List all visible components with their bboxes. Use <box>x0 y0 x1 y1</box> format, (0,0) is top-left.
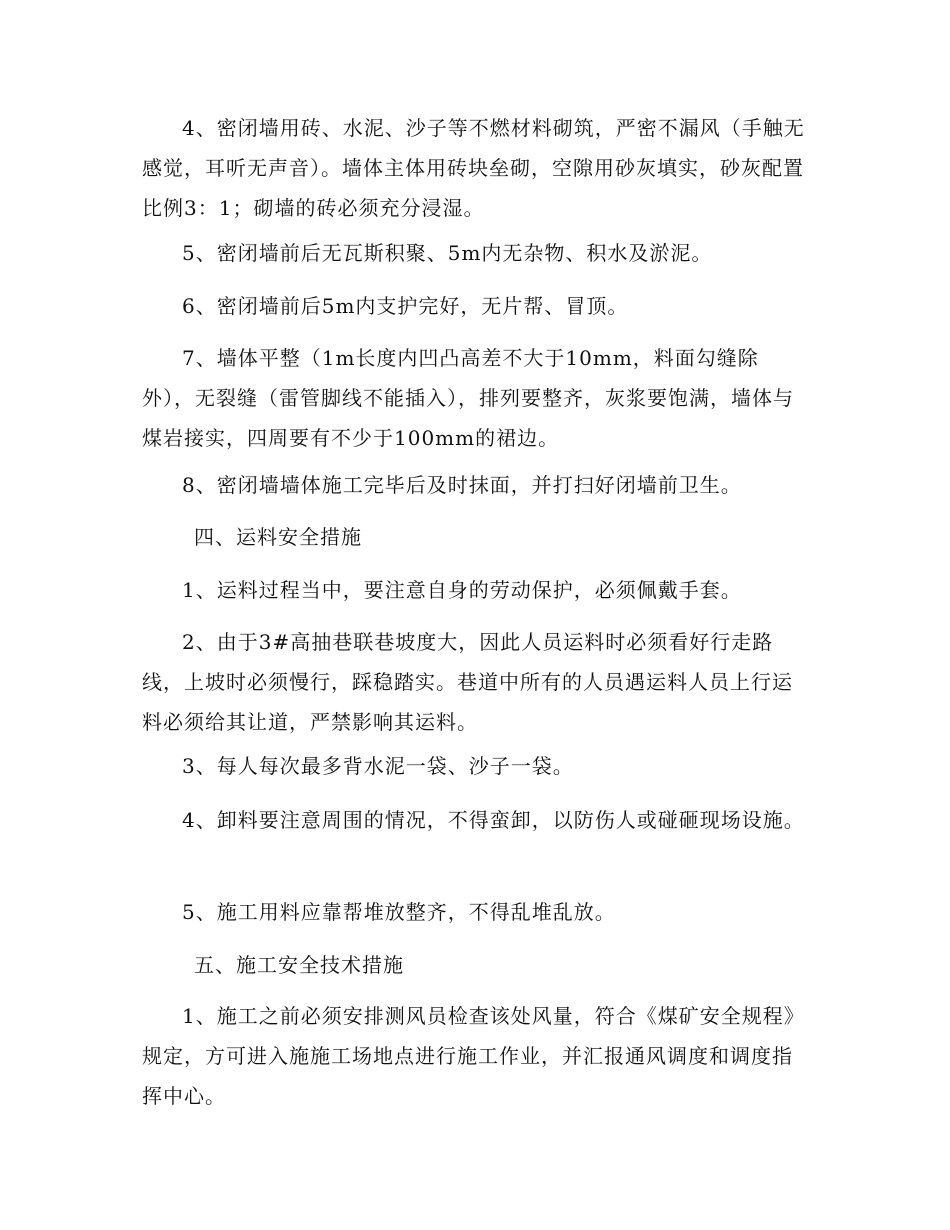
section4-item-2: 2、由于3#高抽巷联巷坡度大，因此人员运料时必须看好行走路线，上坡时必须慢行，踩稳踏实。巷道中所有的人员遇运料人员上行运料必须给其让道，严禁影响其运料。 <box>142 630 793 734</box>
section-heading-4: 四、运料安全措施 <box>194 525 362 549</box>
section5-item-1: 1、施工之前必须安排测风员检查该处风量，符合《煤矿安全规程》规定，方可进入施施工场地点进行施工作业，并汇报通风调度和调度指挥中心。 <box>142 1004 805 1108</box>
paragraph-7: 7、墙体平整（1m长度内凹凸高差不大于10mm，料面勾缝除外），无裂缝（雷管脚线不能插入），排列要整齐，灰浆要饱满，墙体与煤岩接实，四周要有不少于100mm的裙边。 <box>142 346 794 450</box>
section4-item-4: 4、卸料要注意周围的情况，不得蛮卸，以防伤人或碰砸现场设施。 <box>182 808 805 832</box>
paragraph-5: 5、密闭墙前后无瓦斯积聚、5m内无杂物、积水及淤泥。 <box>182 241 713 265</box>
section4-item-5: 5、施工用料应靠帮堆放整齐，不得乱堆乱放。 <box>182 900 616 924</box>
section4-item-1: 1、运料过程当中，要注意自身的劳动保护，必须佩戴手套。 <box>182 578 742 602</box>
paragraph-8: 8、密闭墙墙体施工完毕后及时抹面，并打扫好闭墙前卫生。 <box>182 473 742 497</box>
paragraph-4: 4、密闭墙用砖、水泥、沙子等不燃材料砌筑，严密不漏风（手触无感觉，耳听无声音）。墙体主体用砖块垒砌，空隙用砂灰填实，砂灰配置比例3：1；砌墙的砖必须充分浸湿。 <box>142 116 805 220</box>
section4-item-3: 3、每人每次最多背水泥一袋、沙子一袋。 <box>182 754 574 778</box>
section-heading-5: 五、施工安全技术措施 <box>194 953 404 977</box>
paragraph-6: 6、密闭墙前后5m内支护完好，无片帮、冒顶。 <box>182 294 629 318</box>
